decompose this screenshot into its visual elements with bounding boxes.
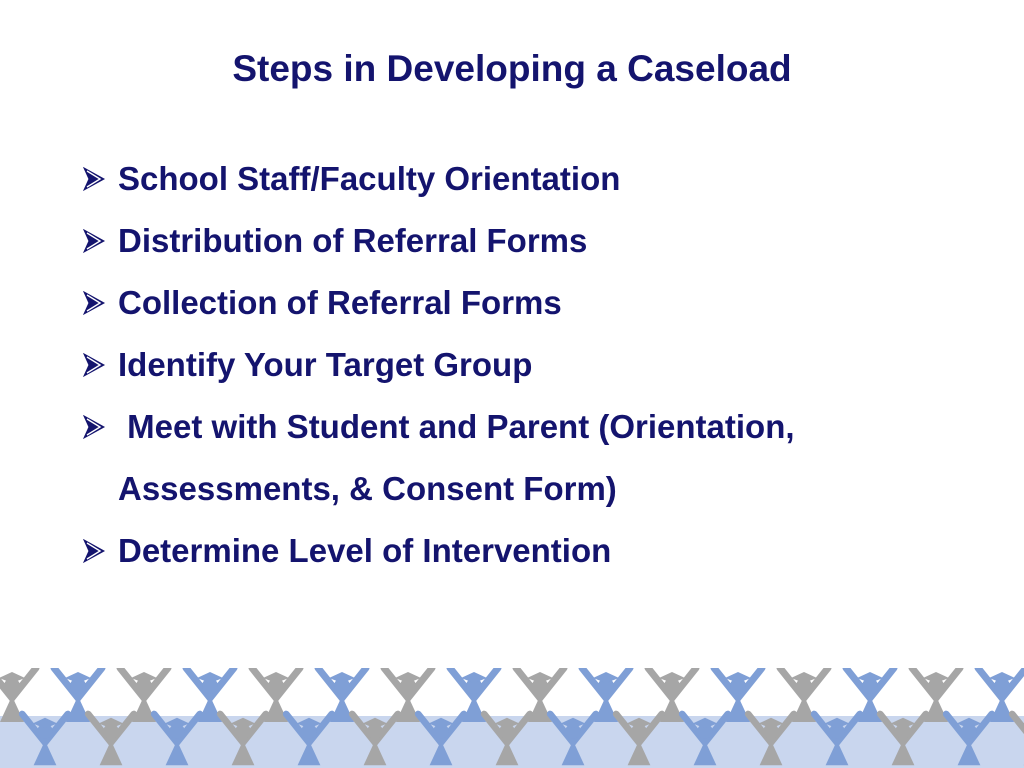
bullet-text: Distribution of Referral Forms <box>118 222 588 259</box>
bullet-item <box>82 334 982 396</box>
graduate-figure <box>648 668 696 722</box>
arrow-bullet-icon <box>82 520 118 582</box>
bullet-item <box>82 396 982 520</box>
arrow-bullet-icon <box>82 148 118 210</box>
bullet-text: Collection of Referral Forms <box>118 284 562 321</box>
bullet-item <box>82 210 982 272</box>
graduate-figures-pattern <box>0 668 1024 768</box>
graduate-figure <box>846 668 894 722</box>
arrow-bullet-icon <box>82 334 118 396</box>
graduate-figure <box>120 668 168 722</box>
graduate-figure <box>252 668 300 722</box>
arrow-bullet-icon <box>82 272 118 334</box>
bullet-text: Determine Level of Intervention <box>118 532 612 569</box>
slide-title: Steps in Developing a Caseload <box>232 48 792 89</box>
bullet-text: School Staff/Faculty Orientation <box>118 160 621 197</box>
graduate-figure <box>318 668 366 722</box>
graduate-figure <box>54 668 102 722</box>
bullet-item <box>82 148 982 210</box>
graduate-figure <box>714 668 762 722</box>
graduate-figure <box>516 668 564 722</box>
graduate-figure <box>780 668 828 722</box>
graduate-figure <box>384 668 432 722</box>
graduate-figure <box>450 668 498 722</box>
graduate-figure <box>978 668 1024 722</box>
graduate-figure <box>0 668 36 722</box>
arrow-bullet-icon <box>82 210 118 272</box>
bullet-text: Identify Your Target Group <box>118 346 533 383</box>
graduate-figure <box>186 668 234 722</box>
bullet-text: Meet with Student and Parent (Orientation, Assessments, & Consent Form) <box>118 408 803 507</box>
bullet-item <box>82 272 982 334</box>
arrow-bullet-icon <box>82 396 118 458</box>
bullet-list <box>82 148 982 582</box>
graduate-figure <box>582 668 630 722</box>
graduate-figure <box>912 668 960 722</box>
bullet-item <box>82 520 982 582</box>
